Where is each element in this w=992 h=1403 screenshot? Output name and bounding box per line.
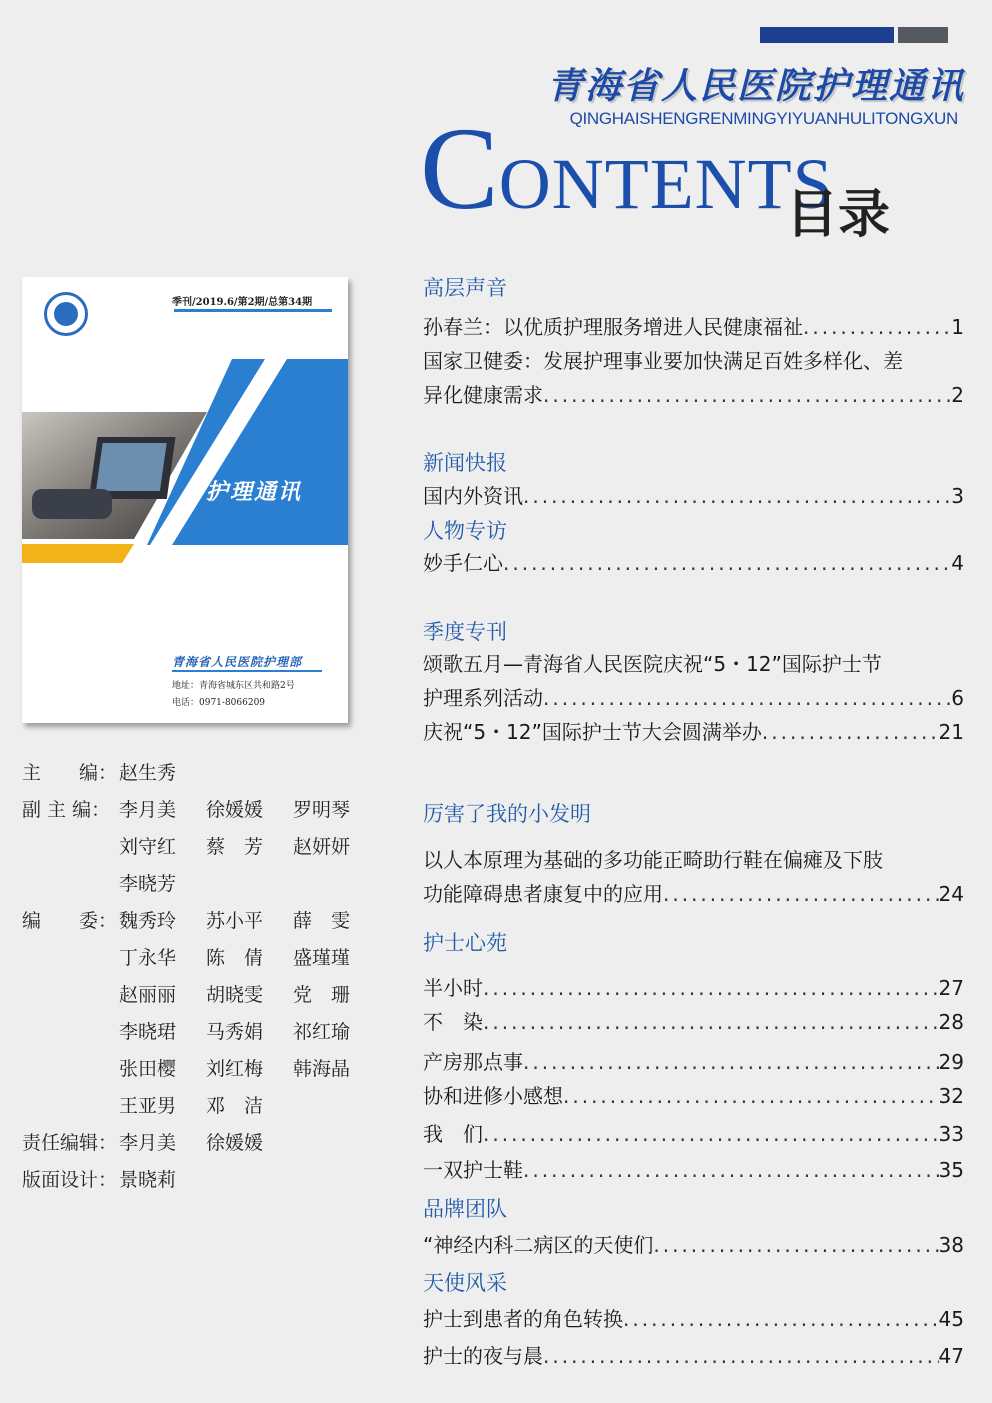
toc-entry[interactable] (423, 1008, 964, 1036)
toc-entry-title[interactable]: 国家卫健委：发展护理事业要加快满足百姓多样化、差 (423, 349, 903, 373)
toc-leader-dots (503, 549, 951, 577)
toc-leader-dots (523, 1048, 939, 1076)
staff-role: 主 编： (22, 762, 118, 784)
toc-leader-dots (523, 1156, 939, 1184)
toc-entry-title: 功能障碍患者康复中的应用 (423, 882, 663, 906)
toc-entry-title: 不 染 (423, 1010, 483, 1034)
staff-name: 蔡 芳 (206, 836, 264, 858)
toc-entry[interactable] (423, 1082, 964, 1110)
toc-entry-page: 45 (938, 1307, 964, 1331)
toc-entry-title: 异化健康需求 (423, 383, 543, 407)
toc-leader-dots (663, 880, 939, 908)
toc-entry-title: 产房那点事 (423, 1050, 523, 1074)
contents-heading-cn: 目录 (786, 185, 891, 245)
toc-entry-page: 35 (938, 1158, 964, 1182)
toc-entry[interactable] (423, 974, 964, 1002)
staff-name: 刘红梅 (206, 1058, 264, 1080)
staff-name: 魏秀玲 (119, 910, 177, 932)
staff-role: 编 委： (22, 910, 118, 932)
toc-leader-dots (483, 1008, 939, 1036)
toc-entry[interactable] (423, 313, 964, 341)
staff-name: 丁永华 (119, 947, 177, 969)
cover-issue-info: 季刊/2019.6/第2期/总第34期 (172, 297, 313, 308)
staff-name: 徐媛媛 (206, 799, 264, 821)
toc-entry-title: 护士的夜与晨 (423, 1344, 543, 1368)
toc-leader-dots (803, 313, 951, 341)
staff-name: 罗明琴 (293, 799, 351, 821)
toc-leader-dots (483, 974, 939, 1002)
cover-telephone: 电话：0971-8066209 (172, 698, 266, 708)
toc-entry-title: 半小时 (423, 976, 483, 1000)
photo-hands-shape (32, 489, 112, 519)
toc-leader-dots (653, 1231, 938, 1259)
toc-entry-page: 38 (938, 1233, 964, 1257)
cover-title: 护理通讯 (206, 479, 303, 505)
toc-entry[interactable] (423, 718, 964, 746)
toc-entry-title: “神经内科二病区的天使们 (423, 1233, 654, 1257)
toc-entry-title[interactable]: 以人本原理为基础的多功能正畸助行鞋在偏瘫及下肢 (423, 848, 883, 872)
staff-name: 景晓莉 (119, 1169, 177, 1191)
toc-entry[interactable] (423, 549, 964, 577)
toc-section-heading: 新闻快报 (423, 451, 507, 475)
toc-entry-page: 21 (938, 720, 964, 744)
staff-name: 胡晓雯 (206, 984, 264, 1006)
staff-name: 党 珊 (293, 984, 351, 1006)
toc-entry[interactable] (423, 1048, 964, 1076)
header-accent-bar-grey (898, 27, 948, 43)
staff-name: 赵妍妍 (293, 836, 351, 858)
toc-entry-page: 3 (951, 484, 964, 508)
toc-entry-page: 29 (938, 1050, 964, 1074)
cover-issue-underline (174, 309, 332, 312)
masthead-title: 青海省人民医院护理通讯 (546, 65, 965, 107)
toc-leader-dots (762, 718, 939, 746)
toc-entry-page: 32 (938, 1084, 964, 1108)
toc-entry[interactable] (423, 1231, 964, 1259)
staff-name: 苏小平 (206, 910, 264, 932)
contents-heading-rest: ONTENTS (498, 144, 834, 224)
staff-role: 副 主 编： (22, 799, 111, 821)
cover-org-underline (172, 670, 322, 672)
toc-entry-title: 孙春兰：以优质护理服务增进人民健康福祉 (423, 315, 803, 339)
cover-thumbnail (22, 277, 348, 723)
toc-entry-page: 1 (951, 315, 964, 339)
staff-name: 李月美 (119, 799, 177, 821)
staff-name: 张田樱 (119, 1058, 177, 1080)
toc-section-heading: 高层声音 (423, 276, 507, 300)
staff-role: 责任编辑： (22, 1132, 118, 1154)
toc-section-heading: 厉害了我的小发明 (423, 802, 591, 826)
toc-entry[interactable] (423, 381, 964, 409)
toc-entry[interactable] (423, 482, 964, 510)
toc-entry[interactable] (423, 1305, 964, 1333)
staff-name: 薛 雯 (293, 910, 351, 932)
laptop-display (96, 443, 167, 491)
cover-org-name: 青海省人民医院护理部 (172, 655, 303, 669)
hospital-logo-icon (44, 292, 88, 336)
toc-entry-title: 协和进修小感想 (423, 1084, 563, 1108)
toc-entry-title: 我 们 (423, 1122, 483, 1146)
staff-name: 李晓芳 (119, 873, 177, 895)
cover-address: 地址：青海省城东区共和路2号 (172, 681, 295, 691)
toc-section-heading: 天使风采 (423, 1271, 507, 1295)
toc-section-heading: 季度专刊 (423, 620, 507, 644)
staff-name: 李月美 (119, 1132, 177, 1154)
staff-name: 陈 倩 (206, 947, 264, 969)
toc-entry-page: 6 (951, 686, 964, 710)
staff-name: 马秀娟 (206, 1021, 264, 1043)
toc-entry[interactable] (423, 880, 964, 908)
toc-leader-dots (623, 1305, 939, 1333)
toc-entry-title: 一双护士鞋 (423, 1158, 523, 1182)
staff-name: 邓 洁 (206, 1095, 264, 1117)
staff-role: 版面设计： (22, 1169, 118, 1191)
toc-entry-page: 24 (938, 882, 964, 906)
toc-section-heading: 护士心苑 (423, 931, 507, 955)
toc-leader-dots (543, 684, 951, 712)
staff-name: 祁红瑜 (293, 1021, 351, 1043)
contents-heading-initial: C (420, 103, 499, 234)
header-accent-bar-blue (760, 27, 894, 43)
masthead-pinyin: QINGHAISHENGRENMINGYIYUANHULITONGXUN (569, 109, 958, 128)
toc-leader-dots (523, 482, 951, 510)
toc-leader-dots (543, 381, 951, 409)
toc-entry[interactable] (423, 1120, 964, 1148)
toc-entry-page: 28 (938, 1010, 964, 1034)
contents-heading (420, 103, 834, 234)
staff-name: 李晓珺 (119, 1021, 177, 1043)
toc-entry[interactable] (423, 1156, 964, 1184)
toc-entry-title: 护士到患者的角色转换 (423, 1307, 623, 1331)
staff-name: 韩海晶 (293, 1058, 351, 1080)
staff-name: 赵生秀 (119, 762, 177, 784)
toc-entry-title: 妙手仁心 (423, 551, 503, 575)
toc-leader-dots (483, 1120, 939, 1148)
toc-entry-page: 2 (951, 383, 964, 407)
toc-entry-title: 护理系列活动 (423, 686, 543, 710)
staff-name: 赵丽丽 (119, 984, 177, 1006)
toc-leader-dots (563, 1082, 939, 1110)
staff-name: 盛瑾瑾 (293, 947, 351, 969)
toc-entry[interactable] (423, 1342, 964, 1370)
toc-entry-page: 47 (938, 1344, 964, 1368)
staff-name: 王亚男 (119, 1095, 177, 1117)
cover-yellow-band (22, 544, 134, 563)
staff-name: 刘守红 (119, 836, 177, 858)
toc-entry-title[interactable]: 颂歌五月—青海省人民医院庆祝“5・12”国际护士节 (423, 652, 882, 676)
staff-name: 徐媛媛 (206, 1132, 264, 1154)
toc-entry-title: 国内外资讯 (423, 484, 523, 508)
toc-entry[interactable] (423, 684, 964, 712)
toc-leader-dots (543, 1342, 939, 1370)
toc-section-heading: 人物专访 (423, 519, 507, 543)
toc-entry-page: 27 (938, 976, 964, 1000)
toc-entry-title: 庆祝“5・12”国际护士节大会圆满举办 (423, 720, 762, 744)
toc-entry-page: 4 (951, 551, 964, 575)
toc-section-heading: 品牌团队 (423, 1197, 507, 1221)
toc-entry-page: 33 (938, 1122, 964, 1146)
